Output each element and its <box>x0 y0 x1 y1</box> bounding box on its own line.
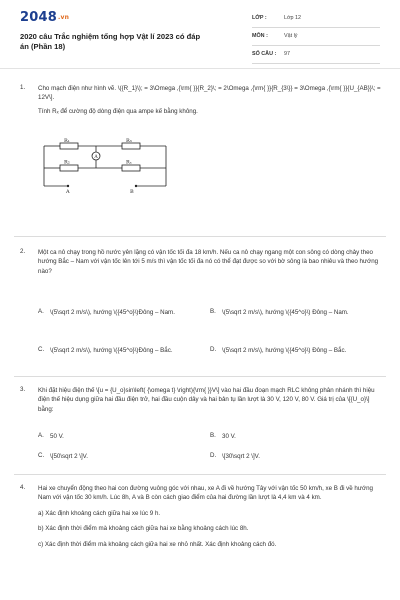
option-a[interactable] <box>38 308 188 317</box>
option-letter: B. <box>210 308 216 315</box>
meta-panel <box>252 14 380 68</box>
question-text: Cho mạch điện như hình vẽ. \({R_1}\); = 3\Omega ,{\rm{ }}{R_2}\; = 2\Omega ,{\rm{ }}{R_{3\}} = 3\Omega ,{\rm{ }}{U_{AB}}\; = 12V\]. <box>38 85 381 102</box>
option-d[interactable] <box>210 346 360 355</box>
option-text: \[30\sqrt 2 \]V. <box>222 453 260 460</box>
option-letter: A. <box>38 432 44 439</box>
option-text: \(5\sqrt 2 m/s\), hướng \({45^o}\)Đông – Bắc. <box>50 347 173 354</box>
label-ammeter: A <box>94 154 98 160</box>
question-4 <box>20 484 386 549</box>
resistor-r2 <box>60 165 78 171</box>
site-logo[interactable] <box>20 10 69 25</box>
separator <box>14 236 386 237</box>
meta-value: 97 <box>284 51 290 57</box>
option-letter: B. <box>210 432 216 439</box>
label-r3: R₃ <box>126 138 132 144</box>
label-r1: R₁ <box>64 138 70 144</box>
option-c[interactable] <box>38 452 188 461</box>
question-number: 4. <box>20 484 26 491</box>
separator <box>14 376 386 377</box>
terminal-b <box>135 185 137 187</box>
option-text: 30 V. <box>222 433 236 440</box>
option-letter: C. <box>38 452 45 459</box>
option-text: \(5\sqrt 2 m/s\), hướng \({45^o}\) Đông – Bắc. <box>222 347 347 354</box>
label-rx: Rₓ <box>126 159 132 166</box>
option-d[interactable] <box>210 452 360 461</box>
header-divider <box>0 68 400 69</box>
document-title: 2020 câu Trắc nghiệm tổng hợp Vật lí 2023 có đáp án (Phần 18) <box>20 32 201 51</box>
meta-key: SỐ CÂU : <box>252 51 277 57</box>
label-a: A <box>66 189 70 195</box>
meta-key: LỚP : <box>252 15 267 21</box>
option-text: \[50\sqrt 2 \]V. <box>50 453 88 460</box>
meta-row-class <box>252 14 380 28</box>
question-subpart-b: b) Xác định thời điểm mà khoảng cách giữa hai xe bằng khoảng cách lúc 8h. <box>38 525 249 533</box>
question-subtext: Tính Rₓ để cường độ dòng điện qua ampe kế bằng không. <box>38 107 198 115</box>
option-b[interactable] <box>210 432 360 441</box>
question-1 <box>20 84 386 116</box>
label-r2: R₂ <box>64 159 70 166</box>
option-letter: C. <box>38 346 45 353</box>
option-b[interactable] <box>210 308 360 317</box>
meta-value: Vật lý <box>284 33 298 39</box>
meta-key: MÔN : <box>252 33 268 39</box>
option-text: \(5\sqrt 2 m/s\), hướng \({45^o}\) Đông – Nam. <box>222 309 349 316</box>
question-number: 2. <box>20 248 26 255</box>
option-c[interactable] <box>38 346 188 355</box>
brand-suffix: .vn <box>57 14 70 21</box>
terminal-a <box>67 185 69 187</box>
question-subpart-a: a) Xác định khoảng cách giữa hai xe lúc 9 h. <box>38 509 161 517</box>
circuit-diagram <box>40 138 170 198</box>
question-text: Một ca nô chạy trong hồ nước yên lặng có vận tốc tối đa 18 km/h. Nếu ca nô chạy ngang một con sông có dòng chảy theo hướng Bắc – Nam với vận tốc lên tới 5 m/s thì vận tốc tối đa nó có thể đạt được so với bờ sông là bao nhiêu và theo hướng nào? <box>38 249 379 275</box>
option-text: \(5\sqrt 2 m/s\), hướng \({45^o}\)Đông – Nam. <box>50 309 175 316</box>
question-number: 1. <box>20 84 26 91</box>
option-letter: A. <box>38 308 44 315</box>
question-number: 3. <box>20 386 26 393</box>
option-letter: D. <box>210 346 217 353</box>
header <box>0 0 400 68</box>
brand-name: 2048 <box>20 10 57 25</box>
meta-row-count <box>252 50 380 64</box>
option-letter: D. <box>210 452 217 459</box>
meta-value: Lớp 12 <box>284 15 302 21</box>
resistor-rx <box>122 165 140 171</box>
question-text: Khi đặt hiệu điện thế \[u = {U_o}sin\left( {\omega t} \right){\rm{ }}V\] vào hai đầu đoạn mạch RLC không phân nhánh thì hiệu điện thế hiệu dụng giữa hai đầu điện trở, hai đầu cuộn dây và hai bản tụ lần lượt là 30 V, 120 V, 80 V. Giá trị của \[{U_o}\] bằng: <box>38 387 375 413</box>
question-2 <box>20 248 386 276</box>
question-text: Hai xe chuyển động theo hai con đường vuông góc với nhau, xe A đi về hướng Tây với vận tốc 50 km/h, xe B đi về hướng Nam với vận tốc 30 km/h. Lúc 8h, A và B còn cách giao điểm của hai đường lần lượt là 4,4 km và 4 km. <box>38 485 373 502</box>
question-3 <box>20 386 386 414</box>
question-subpart-c: c) Xác định thời điểm mà khoảng cách giữa hai xe nhỏ nhất. Xác định khoảng cách đó. <box>38 540 277 548</box>
option-a[interactable] <box>38 432 188 441</box>
option-text: 50 V. <box>50 433 64 440</box>
separator <box>14 474 386 475</box>
meta-row-subject <box>252 32 380 46</box>
label-b: B <box>130 189 134 195</box>
